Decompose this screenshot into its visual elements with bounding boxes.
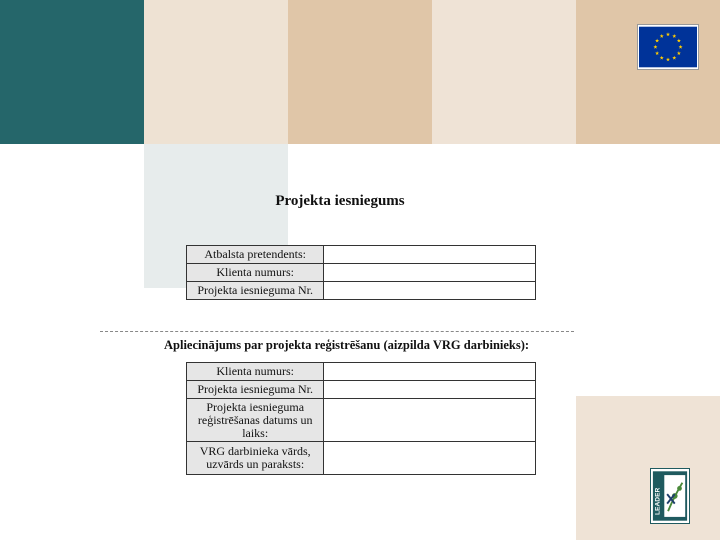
client-number-label: Klienta numurs: xyxy=(187,264,324,282)
decor-block-light xyxy=(144,0,288,144)
table-row xyxy=(187,399,536,442)
decor-block-beige xyxy=(576,0,720,144)
svg-text:LEADER: LEADER xyxy=(654,487,662,515)
table-row xyxy=(187,264,536,282)
eu-flag-icon xyxy=(637,24,699,70)
confirmation-table xyxy=(186,362,536,475)
label-line: laiks: xyxy=(242,425,269,440)
applicant-field[interactable] xyxy=(324,246,536,264)
table-row xyxy=(187,246,536,264)
application-number-field[interactable] xyxy=(324,282,536,300)
table-row xyxy=(187,442,536,475)
registration-datetime-label xyxy=(187,399,324,442)
applicant-table xyxy=(186,245,536,300)
application-number-field[interactable] xyxy=(324,381,536,399)
decor-block-light xyxy=(576,396,720,540)
application-number-label: Projekta iesnieguma Nr. xyxy=(187,282,324,300)
applicant-label: Atbalsta pretendents: xyxy=(187,246,324,264)
table-row xyxy=(187,381,536,399)
staff-signature-field[interactable] xyxy=(324,442,536,475)
label-line: VRG darbinieka vārds, xyxy=(199,444,311,458)
label-line: Projekta iesnieguma xyxy=(206,399,305,414)
application-number-label: Projekta iesnieguma Nr. xyxy=(187,381,324,399)
decor-block-light xyxy=(432,0,576,144)
client-number-label: Klienta numurs: xyxy=(187,363,324,381)
table-row xyxy=(187,282,536,300)
label-line: reģistrēšanas datums un xyxy=(197,412,313,427)
client-number-field[interactable] xyxy=(324,264,536,282)
label-line: uzvārds un paraksts: xyxy=(206,457,305,471)
document-title: Projekta iesniegums xyxy=(275,193,405,209)
decor-block-beige xyxy=(288,0,432,144)
client-number-field[interactable] xyxy=(324,363,536,381)
cut-line-divider xyxy=(100,331,574,332)
leader-logo xyxy=(650,468,690,524)
registration-datetime-field[interactable] xyxy=(324,399,536,442)
decor-block-teal xyxy=(0,0,144,144)
staff-signature-label xyxy=(187,442,324,475)
table-row xyxy=(187,363,536,381)
confirmation-heading: Apliecinājums par projekta reģistrēšanu (aizpilda VRG darbinieks): xyxy=(164,338,530,352)
